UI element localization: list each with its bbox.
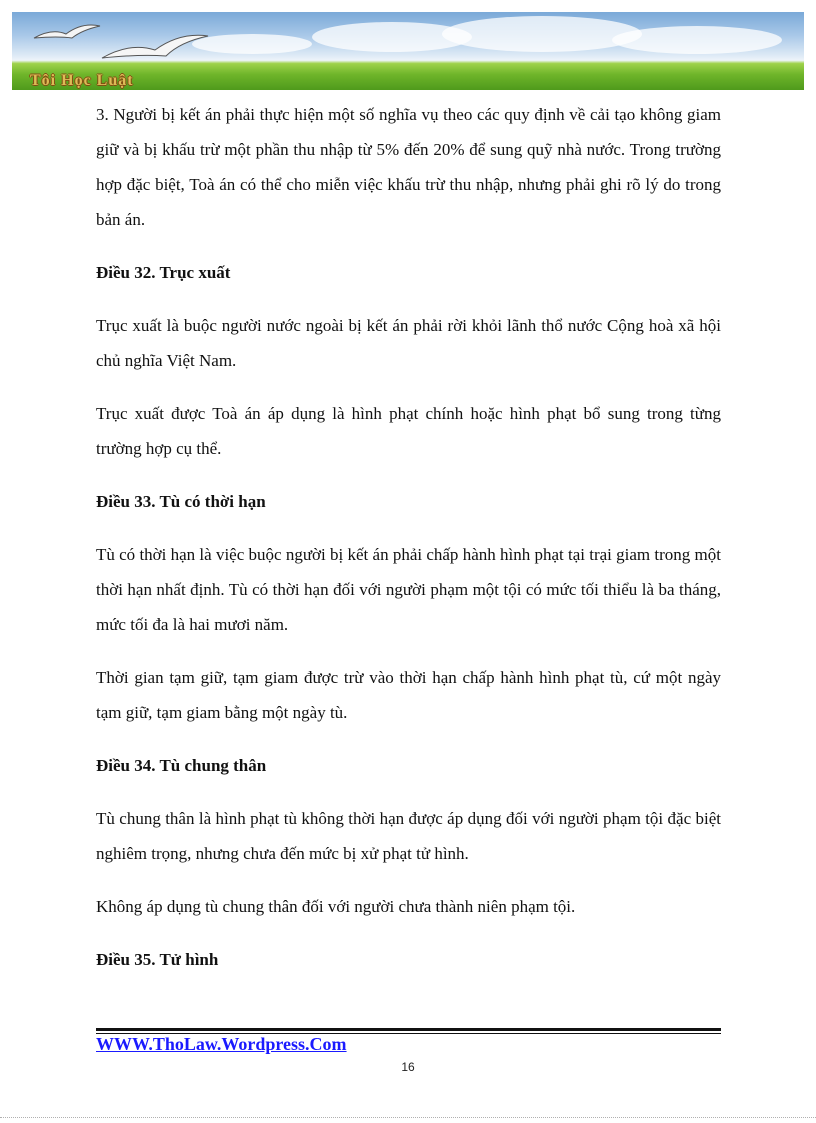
- page-edge-divider: [0, 1117, 816, 1118]
- paragraph: Không áp dụng tù chung thân đối với người chưa thành niên phạm tội.: [96, 897, 576, 916]
- paragraph: 3. Người bị kết án phải thực hiện một số nghĩa vụ theo các quy định về cải tạo không giam giữ và bị khấu trừ một phần thu nhập từ 5% đến 20% để sung quỹ nhà nước. Trong trường hợp đặc biệt, Toà án có thể cho miễn việc khấu trừ thu nhập, nhưng phải ghi rõ lý do trong bản án.: [96, 105, 721, 229]
- bird-icon: [32, 20, 102, 50]
- section-heading: Điều 35. Tử hình: [96, 950, 219, 969]
- page-number: 16: [401, 1060, 415, 1074]
- paragraph: Thời gian tạm giữ, tạm giam được trừ vào thời hạn chấp hành hình phạt tù, cứ một ngày tạm giữ, tạm giam bằng một ngày tù.: [96, 668, 721, 722]
- paragraph: Tù có thời hạn là việc buộc người bị kết án phải chấp hành hình phạt tại trại giam trong một thời hạn nhất định. Tù có thời hạn đối với người phạm một tội có mức tối thiểu là ba tháng, mức tối đa là hai mươi năm.: [96, 545, 721, 634]
- bird-icon: [100, 28, 210, 68]
- paragraph: Trục xuất là buộc người nước ngoài bị kết án phải rời khỏi lãnh thổ nước Cộng hoà xã hội chủ nghĩa Việt Nam.: [96, 316, 721, 370]
- section-heading: Điều 33. Tù có thời hạn: [96, 492, 266, 511]
- paragraph: Trục xuất được Toà án áp dụng là hình phạt chính hoặc hình phạt bổ sung trong từng trường hợp cụ thể.: [96, 404, 721, 458]
- header-banner: [12, 12, 804, 90]
- document-body: [96, 97, 721, 977]
- banner-title: Tôi Học Luật: [30, 72, 134, 89]
- section-heading: Điều 34. Tù chung thân: [96, 756, 267, 775]
- section-heading: Điều 32. Trục xuất: [96, 263, 231, 282]
- paragraph: Tù chung thân là hình phạt tù không thời hạn được áp dụng đối với người phạm tội đặc biệt nghiêm trọng, nhưng chưa đến mức bị xử phạt tử hình.: [96, 809, 721, 863]
- footer-website-link[interactable]: WWW.ThoLaw.Wordpress.Com: [96, 1034, 347, 1054]
